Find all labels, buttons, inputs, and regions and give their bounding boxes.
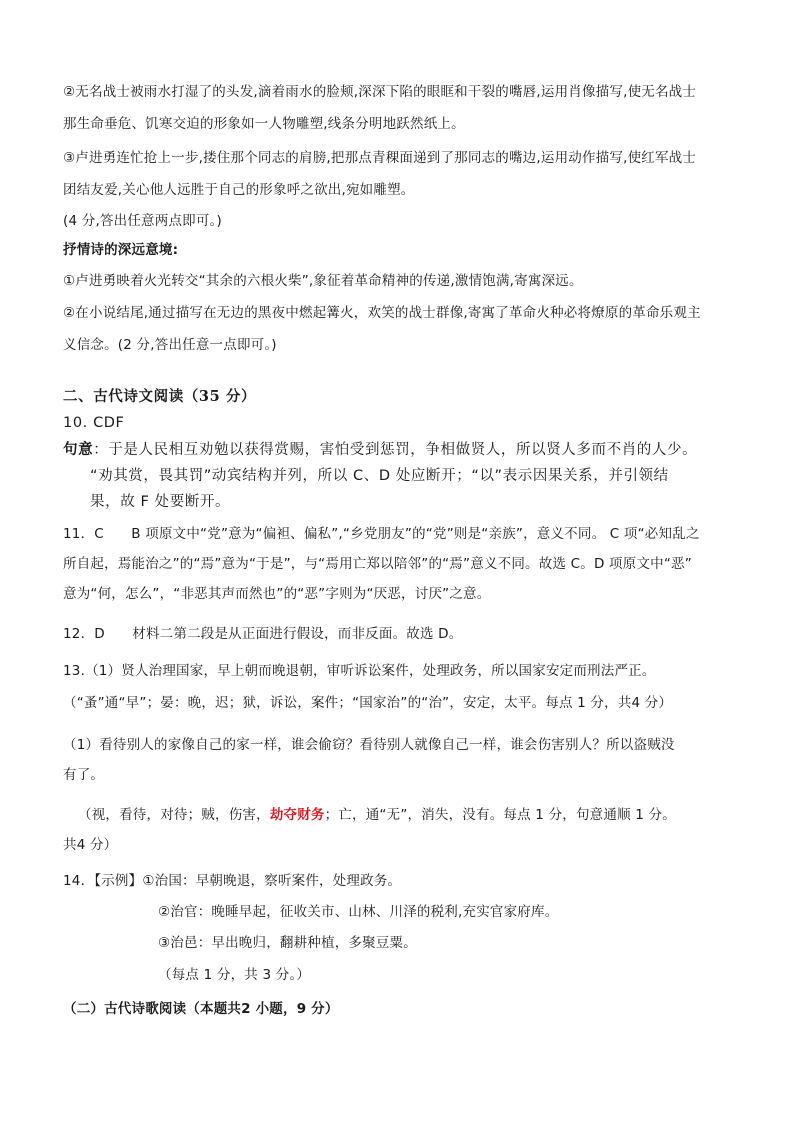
- q14-line: ③治邑：早出晚归，翻耕种植，多聚豆粟。: [158, 935, 417, 951]
- q13-line: 13.（1）贤人治理国家，早上朝而晚退朝，审听诉讼案件，处理政务，所以国家安定而刑法严正。: [63, 663, 656, 679]
- note-text: （视，看待，对待；贼，伤害，: [78, 807, 270, 823]
- text-line: ③卢进勇连忙抢上一步,搂住那个同志的肩膀,把那点青稞面递到了那同志的嘴边,运用动作描写,使红军战士: [63, 150, 697, 166]
- q14-line: 14．【示例】①治国：早朝晚退，察听案件，处理政务。: [63, 873, 402, 889]
- score-note: (4 分,答出任意两点即可。): [63, 213, 222, 229]
- sentence-meaning-text: ：于是人民相互劝勉以获得赏赐，害怕受到惩罚，争相做贤人，所以贤人多而不肖的人少。: [93, 442, 698, 458]
- q11-line: 意为“何，怎么”，“非恶其声而然也”的“恶”字则为“厌恶，讨厌”之意。: [63, 586, 491, 602]
- note-text: ；亡，通“无”，消失，没有。每点 1 分，句意通顺 1 分。: [324, 807, 676, 823]
- text-line: 果，故 F 处要断开。: [90, 494, 231, 510]
- q11-line: 所自起，焉能治之”的“焉”意为“于是”，与“焉用亡郑以陪邻”的“焉”意义不同。故选 C。D 项原文中“恶”: [63, 556, 692, 572]
- q13-note: 共4 分）: [63, 837, 118, 853]
- highlighted-text: 劫夺财务: [269, 807, 325, 823]
- q11-line: 11．C B 项原文中“党”意为“偏袒、偏私”,“乡党朋友”的“党”则是“亲族”，意义不同。 C 项“必知乱之: [63, 526, 700, 542]
- question-number: 10. CDF: [63, 415, 125, 431]
- sentence-meaning: [63, 441, 697, 459]
- q13-line: （1）看待别人的家像自己的家一样，谁会偷窃？看待别人就像自己一样，谁会伤害别人？所以盗贼没: [63, 737, 675, 753]
- q14-line: ②治官：晚睡早起，征收关市、山林、川泽的税利,充实官家府库。: [158, 904, 559, 920]
- q12-line: 12．D 材料二第二段是从正面进行假设，而非反面。故选 D。: [63, 626, 463, 642]
- q13-note: [78, 806, 676, 824]
- q13-line: （“蚤”通“早”；晏：晚，迟；狱，诉讼，案件；“国家治”的“治”，安定，太平。每点 1 分，共4 分）: [63, 695, 673, 711]
- section-heading: （二）古代诗歌阅读（本题共2 小题，9 分）: [63, 1001, 339, 1017]
- text-line: ②在小说结尾,通过描写在无边的黑夜中燃起篝火，欢笑的战士群像,寄寓了革命火种必将燎原的革命乐观主: [63, 305, 701, 321]
- text-line: 团结友爱,关心他人远胜于自己的形象呼之欲出,宛如雕塑。: [63, 182, 415, 198]
- text-line: 义信念。(2 分,答出任意一点即可。): [63, 337, 277, 353]
- section-heading: 二、古代诗文阅读（35 分）: [63, 388, 257, 405]
- q14-line: （每点 1 分，共 3 分。）: [158, 967, 311, 983]
- subheading: 抒情诗的深远意境:: [63, 242, 179, 258]
- text-line: ①卢进勇映着火光转交“其余的六根火柴”,象征着革命精神的传递,激情饱满,寄寓深远。: [63, 273, 583, 289]
- q13-line: 有了。: [63, 767, 105, 783]
- text-line: “劝其赏，畏其罚”动宾结构并列，所以 C、D 处应断开；“以”表示因果关系，并引领结: [90, 468, 669, 484]
- text-line: 那生命垂危、饥寒交迫的形象如一人物雕塑,线条分明地跃然纸上。: [63, 116, 465, 132]
- text-line: ②无名战士被雨水打湿了的头发,滴着雨水的脸颊,深深下陷的眼眶和干裂的嘴唇,运用肖像描写,使无名战士: [63, 84, 697, 100]
- sentence-meaning-label: 句意: [63, 442, 94, 458]
